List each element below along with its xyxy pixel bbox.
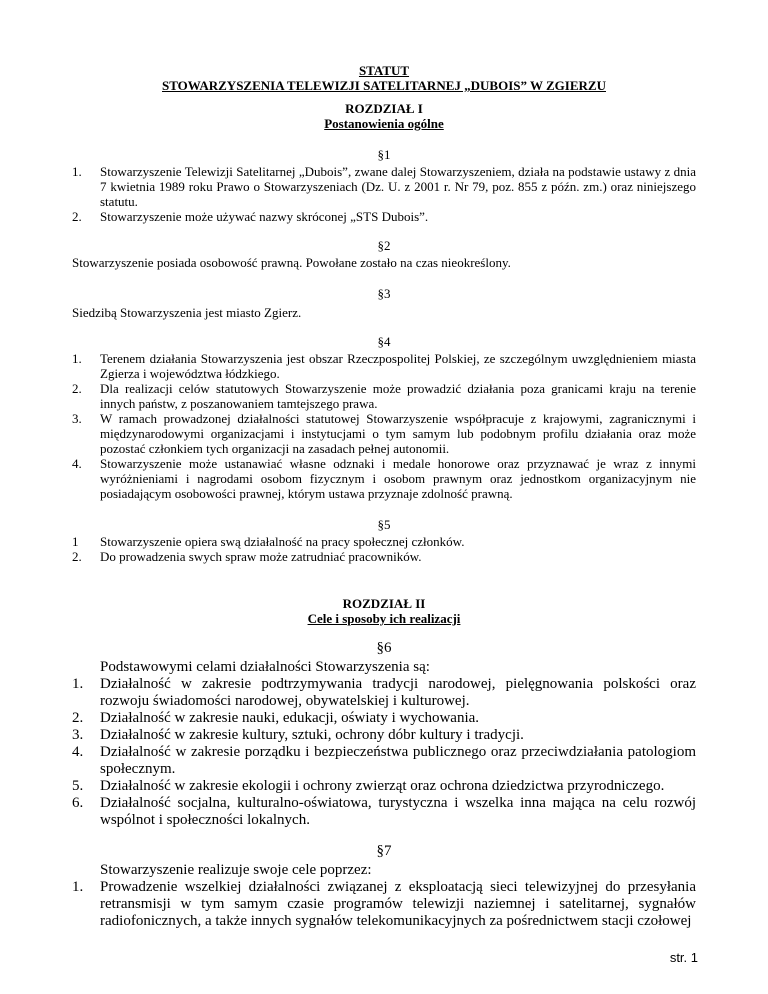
list-item-number: 1. — [72, 351, 82, 366]
paragraph-2 — [72, 238, 696, 270]
list-item — [72, 676, 696, 710]
list-item-text: Działalność w zakresie podtrzymywania tradycji narodowej, pielęgnowania polskości oraz rozwoju świadomości narodowej, obywatelskiej i kulturowej. — [100, 676, 696, 709]
paragraph-2-text: Stowarzyszenie posiada osobowość prawną. Powołane zostało na czas nieokreślony. — [72, 255, 511, 270]
chapter-1-heading: ROZDZIAŁ I — [345, 101, 423, 116]
list-item-text: Działalność w zakresie nauki, edukacji, oświaty i wychowania. — [100, 710, 480, 726]
list-item-text: Działalność w zakresie porządku i bezpieczeństwa publicznego oraz przeciwdziałania patologiom społecznym. — [100, 744, 696, 777]
list-item — [72, 879, 696, 930]
chapter-2-subheading: Cele i sposoby ich realizacji — [307, 611, 461, 626]
paragraph-4-sign: §4 — [377, 334, 391, 349]
list-item-text: Terenem działania Stowarzyszenia jest obszar Rzeczpospolitej Polskiej, ze szczególnym uwzględnieniem miasta Zgierza i województwa łódzkiego. — [100, 351, 696, 381]
document-title — [72, 0, 696, 93]
paragraph-6-sign: §6 — [376, 640, 392, 656]
list-item-text: Stowarzyszenie Telewizji Satelitarnej „Dubois”, zwane dalej Stowarzyszeniem, działa na podstawie ustawy z dnia 7 kwietnia 1989 roku Prawo o Stowarzyszeniach (Dz. U. z 2001 r. Nr 79, poz. 855 z późn. zm.) oraz niniejszego statutu. — [100, 164, 696, 209]
paragraph-6 — [72, 640, 696, 829]
list-item — [72, 744, 696, 778]
title-organization: STOWARZYSZENIA TELEWIZJI SATELITARNEJ „DUBOIS” W ZGIERZU — [162, 78, 606, 93]
list-item-number: 6. — [72, 795, 84, 811]
list-item-number: 3. — [72, 411, 82, 426]
paragraph-1 — [72, 147, 696, 224]
list-item-number: 1. — [72, 676, 84, 692]
paragraph-3 — [72, 286, 696, 320]
paragraph-3-sign: §3 — [377, 286, 391, 301]
title-statut: STATUT — [358, 63, 410, 78]
list-item — [72, 727, 696, 744]
paragraph-4-list — [72, 351, 696, 501]
paragraph-7-intro: Stowarzyszenie realizuje swoje cele poprzez: — [100, 862, 372, 878]
list-item — [72, 456, 696, 501]
list-item — [72, 534, 696, 549]
list-item-number: 1. — [72, 879, 84, 895]
paragraph-7-sign: §7 — [376, 843, 392, 859]
paragraph-6-intro: Podstawowymi celami działalności Stowarzyszenia są: — [100, 659, 430, 675]
list-item — [72, 778, 696, 795]
list-item-number: 3. — [72, 727, 84, 743]
list-item — [72, 795, 696, 829]
list-item-number: 2. — [72, 710, 84, 726]
list-item — [72, 549, 696, 564]
page-number: str. 1 — [669, 950, 698, 965]
chapter-2-heading: ROZDZIAŁ II — [342, 596, 426, 611]
chapter-1-header — [72, 101, 696, 131]
list-item-number: 2. — [72, 549, 82, 564]
list-item — [72, 351, 696, 381]
paragraph-5-sign: §5 — [377, 517, 391, 532]
paragraph-2-sign: §2 — [377, 238, 391, 253]
paragraph-1-list — [72, 164, 696, 224]
chapter-1-subheading: Postanowienia ogólne — [324, 116, 444, 131]
list-item-text: Działalność socjalna, kulturalno-oświatowa, turystyczna i wszelka inna mająca na celu rozwój wspólnot i społeczności lokalnych. — [100, 795, 696, 828]
paragraph-7-list — [72, 879, 696, 930]
list-item — [72, 381, 696, 411]
list-item-number: 5. — [72, 778, 84, 794]
list-item-text: Do prowadzenia swych spraw może zatrudniać pracowników. — [100, 549, 422, 564]
list-item-text: W ramach prowadzonej działalności statutowej Stowarzyszenie współpracuje z krajowymi, zagranicznymi i międzynarodowymi organizacjami i instytucjami o tym samym lub podobnym profilu działania oraz może pozostać członkiem tych organizacji na zasadach pełnej autonomii. — [100, 411, 696, 456]
list-item-number: 1 — [72, 534, 79, 549]
paragraph-5 — [72, 517, 696, 564]
paragraph-5-list — [72, 534, 696, 564]
list-item-text: Prowadzenie wszelkiej działalności związanej z eksploatacją sieci telewizyjnej do przesyłania retransmisji w tym samym czasie programów telewizji naziemnej i satelitarnej, sygnałów radiofonicznych, a także innych sygnałów telekomunikacyjnych za pośrednictwem stacji czołowej — [100, 879, 696, 929]
paragraph-1-sign: §1 — [377, 147, 391, 162]
paragraph-4 — [72, 334, 696, 501]
list-item-text: Działalność w zakresie ekologii i ochrony zwierząt oraz ochrona dziedzictwa przyrodniczego. — [100, 778, 665, 794]
chapter-2-header — [72, 596, 696, 626]
list-item-number: 2. — [72, 381, 82, 396]
paragraph-6-list — [72, 676, 696, 829]
list-item-number: 4. — [72, 456, 82, 471]
paragraph-7 — [72, 843, 696, 930]
paragraph-3-text: Siedzibą Stowarzyszenia jest miasto Zgierz. — [72, 305, 302, 320]
list-item — [72, 411, 696, 456]
list-item — [72, 164, 696, 209]
list-item-text: Stowarzyszenie może używać nazwy skróconej „STS Dubois”. — [100, 209, 429, 224]
list-item — [72, 710, 696, 727]
list-item-text: Działalność w zakresie kultury, sztuki, ochrony dóbr kultury i tradycji. — [100, 727, 524, 743]
list-item-text: Dla realizacji celów statutowych Stowarzyszenie może prowadzić działania poza granicami kraju na terenie innych państw, z poszanowaniem tamtejszego prawa. — [100, 381, 696, 411]
list-item-number: 2. — [72, 209, 82, 224]
list-item-text: Stowarzyszenie może ustanawiać własne odznaki i medale honorowe oraz przyznawać je wraz z innymi wyróżnieniami i nagrodami osobom fizycznym i osobom prawnym oraz jednostkom organizacyjnym nie posiadającym osobowości prawnej, którym ustawa przyznaje zdolność prawną. — [100, 456, 696, 501]
list-item-number: 1. — [72, 164, 82, 179]
list-item — [72, 209, 696, 224]
list-item-text: Stowarzyszenie opiera swą działalność na pracy społecznej członków. — [100, 534, 465, 549]
list-item-number: 4. — [72, 744, 84, 760]
